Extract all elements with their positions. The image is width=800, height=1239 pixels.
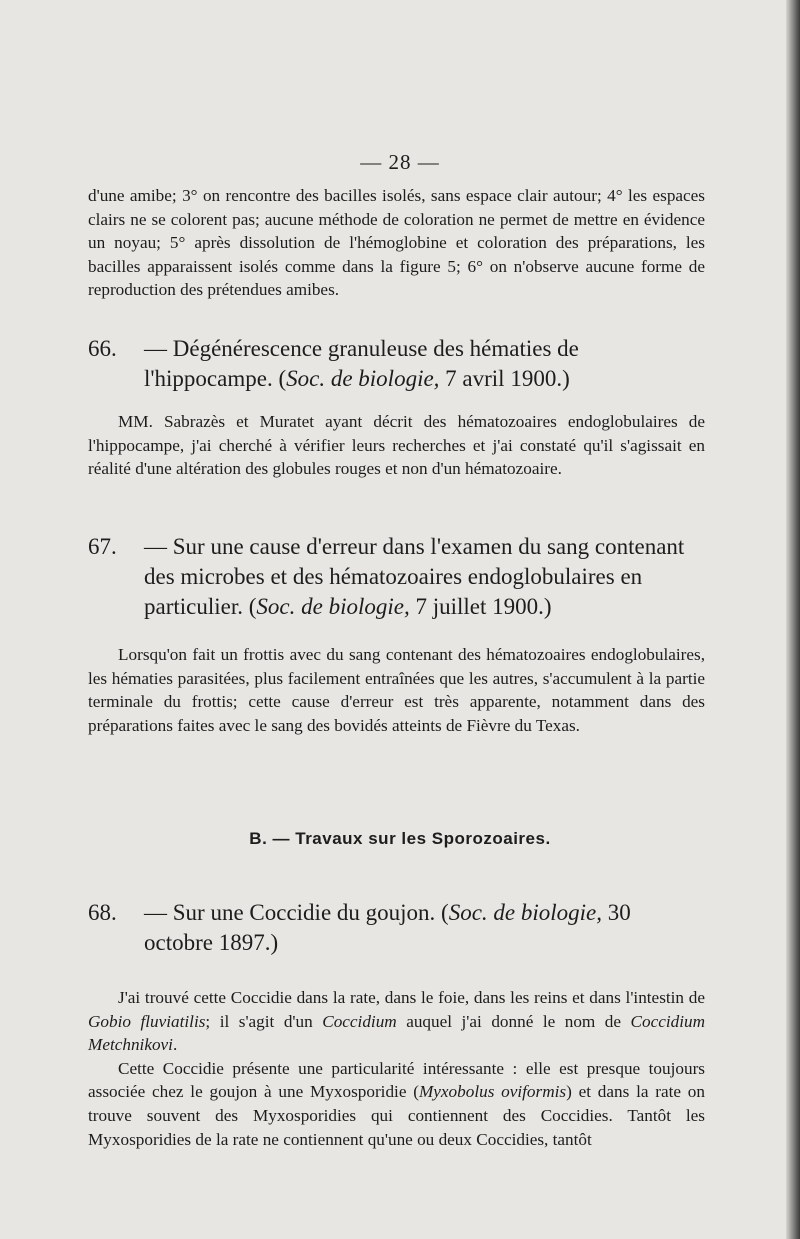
entry-68-heading: [88, 898, 705, 958]
entry-68: [88, 898, 705, 958]
entry-68-p2-text-b: ) et dans la rate on trouve souvent des Myxosporidies qui contiennent des Coccidies. Tantôt les Myxosporidies de la rate ne contiennent qu'une ou deux Coccidies, tantôt: [88, 1082, 705, 1149]
entry-68-title: — Sur une Coccidie du goujon.: [144, 900, 436, 925]
entry-67-heading: [88, 532, 705, 622]
entry-66: [88, 334, 705, 394]
page-number: — 28 —: [360, 150, 440, 174]
entry-68-paragraph-1: [88, 986, 705, 1057]
entry-68-source-journal: Soc. de biologie,: [448, 900, 603, 925]
entry-67: [88, 532, 705, 622]
entry-68-p1-text-a: J'ai trouvé cette Coccidie dans la rate, dans le foie, dans les reins et dans l'intestin de: [118, 988, 705, 1007]
entry-68-p1-text-b: ; il s'agit d'un: [205, 1011, 323, 1031]
entry-67-source-open: (: [243, 594, 257, 619]
intro-paragraph: d'une amibe; 3° on rencontre des bacilles isolés, sans espace clair autour; 4° les espaces clairs ne se colorent pas; aucune méthode de coloration ne permet de mettre en évidence un noyau; 5° après dissolution de l'hémoglobine et coloration des préparations, les bacilles apparaissent isolés comme dans la figure 5; 6° on n'observe aucune forme de reproduction des prétendues amibes.: [88, 186, 705, 300]
species-gobio-fluviatilis: Gobio fluviatilis: [88, 1011, 206, 1031]
entry-67-source-journal: Soc. de biologie,: [256, 594, 410, 619]
species-myxobolus-oviformis: Myxobolus oviformis: [418, 1082, 567, 1102]
entry-66-body: MM. Sabrazès et Muratet ayant décrit des hématozoaires endoglobulaires de l'hippocampe, j'ai cherché à vérifier leurs recherches et j'ai constaté qu'il s'agissait en réalité d'une altération des globules rouges et non d'un hématozoaire.: [88, 412, 705, 479]
entry-68-p1-text-c: auquel j'ai donné le nom de: [396, 1011, 631, 1031]
entry-66-heading: [88, 334, 705, 394]
section-b-title: B. — Travaux sur les Sporozoaires.: [249, 829, 551, 848]
entry-67-source-date: 7 juillet 1900.): [409, 594, 552, 619]
entry-67-body-block: [88, 643, 705, 737]
intro-block: [88, 184, 705, 302]
entry-66-source-open: (: [278, 366, 287, 391]
entry-66-body-block: [88, 410, 705, 481]
genus-coccidium: Coccidium: [322, 1011, 397, 1031]
entry-66-number: 66.: [88, 336, 117, 361]
entry-68-source-date: 30 octobre 1897.): [144, 900, 631, 955]
entry-66-title: — Dégénérescence granuleuse des hématies de l'hippocampe.: [144, 336, 579, 391]
entry-68-p2-text-a: Cette Coccidie présente une particularité intéressante : elle est presque toujours associée chez le goujon à une Myxosporidie (: [88, 1058, 705, 1102]
entry-67-title: — Sur une cause d'erreur dans l'examen du sang contenant des microbes et des hématozoaires endoglobulaires en particulier.: [144, 534, 685, 619]
entry-68-body-block: [88, 986, 705, 1151]
entry-67-number: 67.: [88, 534, 117, 559]
entry-68-p1-text-d: .: [172, 1035, 178, 1055]
entry-66-source-date: 7 avril 1900.): [439, 366, 570, 391]
entry-66-source-journal: Soc. de biologie,: [286, 366, 440, 391]
entry-67-body: Lorsqu'on fait un frottis avec du sang contenant des hématozoaires endoglobulaires, les hématies parasitées, plus facilement entraînées que les autres, s'accumulent à la partie terminale du frottis; cette cause d'erreur est très apparente, notamment dans des préparations faites avec le sang des bovidés atteints de Fièvre du Texas.: [88, 645, 705, 735]
entry-68-source-open: (: [435, 900, 449, 925]
entry-68-number: 68.: [88, 900, 117, 925]
entry-68-paragraph-2: [88, 1057, 705, 1151]
species-coccidium-metchnikovi: Coccidium Metchnikovi: [88, 1011, 706, 1055]
